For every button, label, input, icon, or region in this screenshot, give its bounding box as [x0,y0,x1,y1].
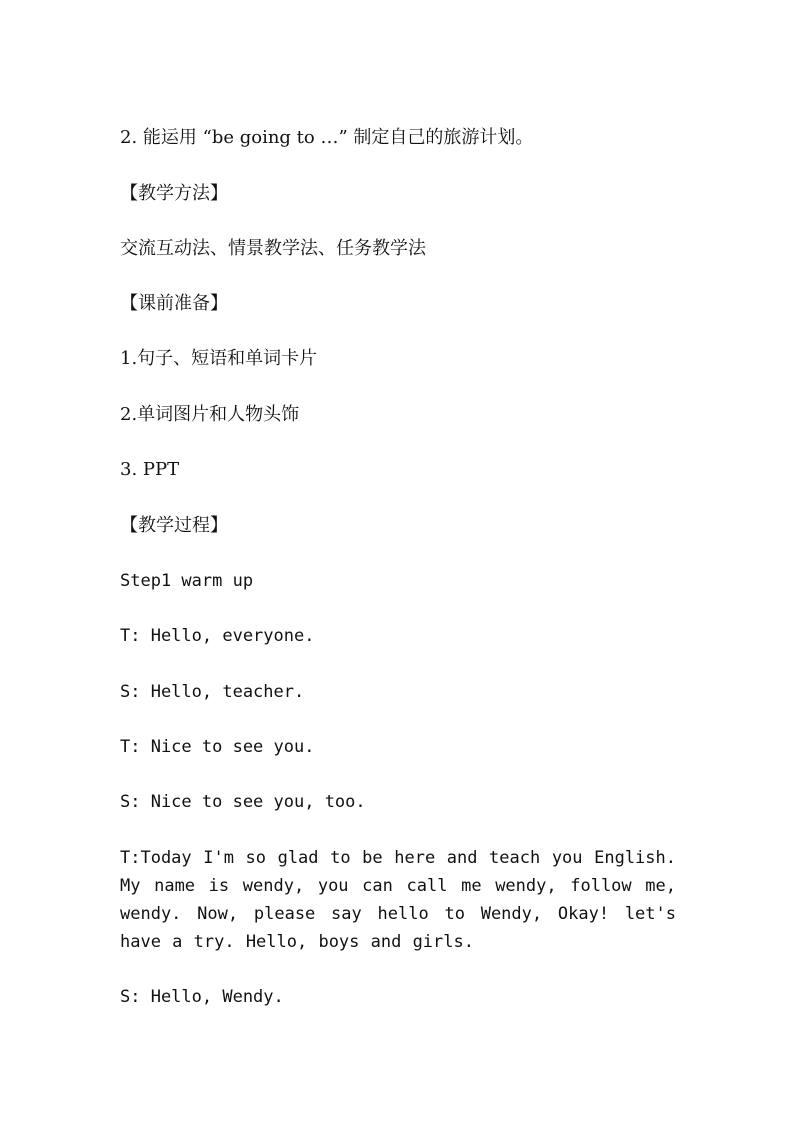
teaching-methods-text: 交流互动法、情景教学法、任务教学法 [120,238,426,259]
dialogue-line-1: T: Hello, everyone. [120,626,315,646]
dialogue-line-2: S: Hello, teacher. [120,682,305,702]
preparation-item-2: 2.单词图片和人物头饰 [120,404,300,425]
teacher-intro-paragraph: T:Today I'm so glad to be here and teach you English. My name is wendy, you can call me wendy, follow me, wendy. Now, please say hello to Wendy, Okay! let's have a try. Hello, boys and girls. [120,848,676,952]
preparation-item-1: 1.句子、短语和单词卡片 [120,348,318,369]
step1-title: Step1 warm up [120,571,254,591]
objective-2: 2. 能运用 “be going to …” 制定自己的旅游计划。 [120,127,534,148]
heading-teaching-process: 【教学过程】 [120,515,228,536]
heading-teaching-methods: 【教学方法】 [120,183,228,204]
heading-preparation: 【课前准备】 [120,293,228,314]
dialogue-line-4: S: Nice to see you, too. [120,792,366,812]
dialogue-line-3: T: Nice to see you. [120,737,315,757]
dialogue-line-5: S: Hello, Wendy. [120,987,284,1007]
preparation-item-3: 3. PPT [120,459,180,480]
